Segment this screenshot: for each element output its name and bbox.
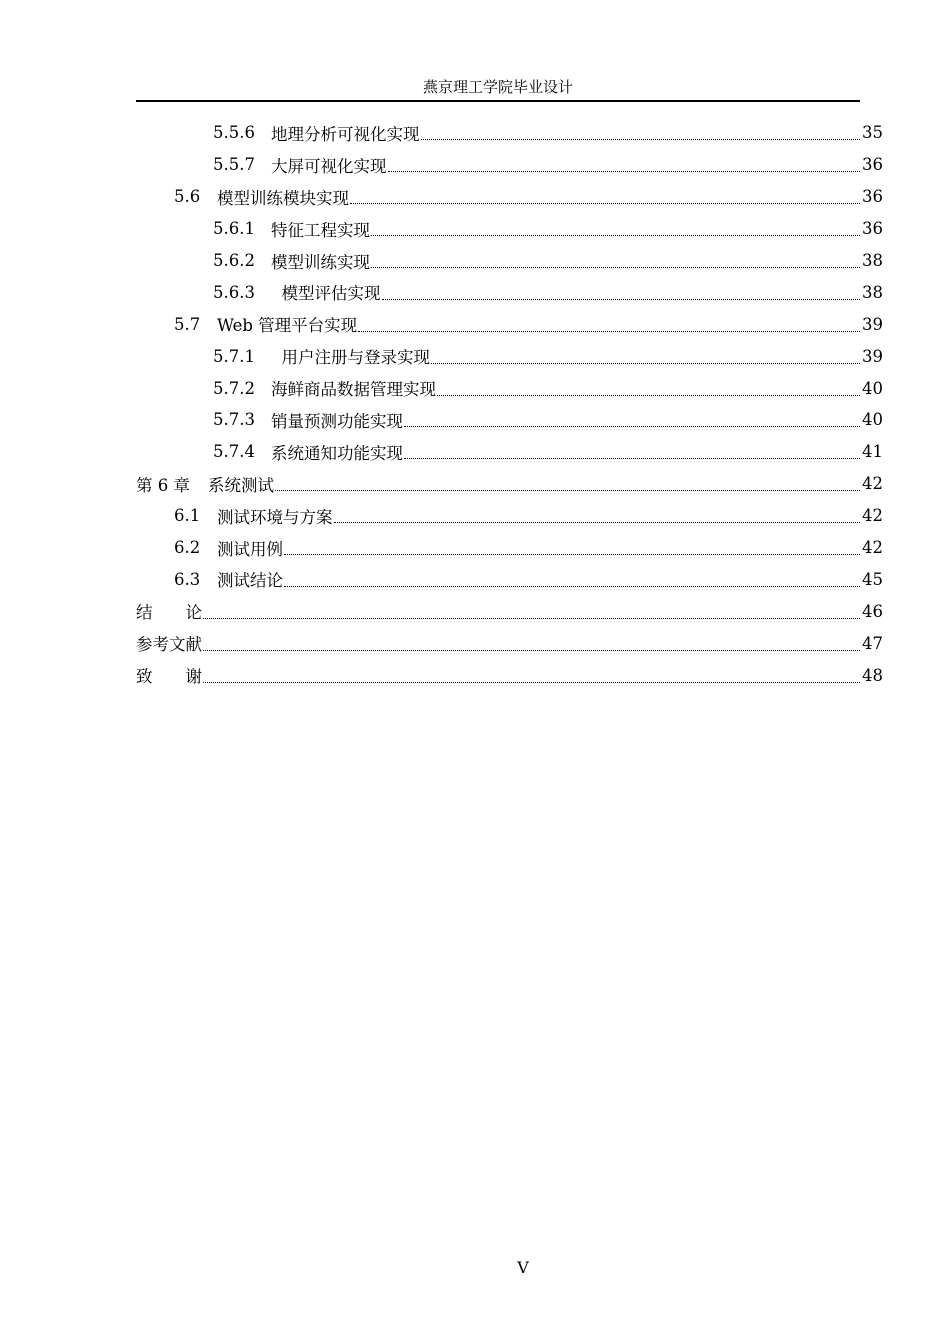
toc-entry[interactable] — [136, 468, 883, 500]
toc-entry-number: 5.5.7 — [213, 155, 255, 175]
toc-entry[interactable] — [136, 149, 883, 181]
dot-leader — [404, 458, 860, 459]
dot-leader — [203, 682, 860, 683]
toc-entry-number: 第 6 章 — [136, 475, 190, 495]
toc-entry-title: 测试环境与方案 — [217, 507, 333, 527]
toc-entry-title: 特征工程实现 — [271, 220, 370, 240]
toc-entry[interactable] — [136, 659, 883, 691]
dot-leader — [431, 363, 860, 364]
dot-leader — [203, 650, 860, 651]
toc-entry-title: 模型训练模块实现 — [217, 188, 349, 208]
page-header-title: 燕京理工学院毕业设计 — [422, 78, 573, 96]
dot-leader — [371, 235, 860, 236]
toc-entry[interactable] — [136, 117, 883, 149]
toc-entry-number: 5.7.3 — [213, 410, 255, 430]
dot-leader — [275, 490, 860, 491]
dot-leader — [388, 171, 861, 172]
toc-entry-number: 5.7.2 — [213, 378, 255, 398]
toc-entry-title: Web 管理平台实现 — [217, 316, 358, 336]
toc-entry-number: 5.7.4 — [213, 442, 255, 462]
dot-leader — [437, 395, 860, 396]
dot-leader — [203, 618, 860, 619]
toc-entry-number: 5.6.1 — [213, 219, 255, 239]
toc-entry-page: 41 — [862, 442, 883, 462]
toc-entry-number: 5.6.3 — [213, 282, 255, 302]
toc-entry-page: 39 — [862, 346, 883, 366]
toc-entry-page: 48 — [862, 665, 883, 685]
page-number: V — [517, 1258, 529, 1277]
toc-entry-page: 36 — [862, 187, 883, 207]
dot-leader — [334, 522, 861, 523]
toc-entry-number: 5.7.1 — [213, 346, 255, 366]
toc-entry-title: 系统测试 — [208, 475, 274, 495]
toc-entry-title: 结 论 — [136, 603, 202, 623]
toc-entry-title: 大屏可视化实现 — [271, 156, 387, 176]
dot-leader — [421, 139, 861, 140]
toc-entry-number: 6.1 — [174, 506, 201, 526]
toc-entry-page: 46 — [862, 601, 883, 621]
toc-entry-page: 38 — [862, 282, 883, 302]
toc-entry[interactable] — [136, 627, 883, 659]
header-divider — [136, 100, 860, 102]
toc-entry-page: 42 — [862, 538, 883, 558]
toc-entry[interactable] — [136, 436, 883, 468]
toc-entry[interactable] — [136, 563, 883, 595]
toc-entry-page: 38 — [862, 251, 883, 270]
dot-leader — [358, 331, 860, 332]
table-of-contents — [136, 117, 883, 691]
dot-leader — [382, 299, 861, 300]
toc-entry-number: 5.6 — [174, 187, 201, 207]
toc-entry-title: 用户注册与登录实现 — [271, 348, 430, 368]
toc-entry[interactable] — [136, 340, 883, 372]
toc-entry[interactable] — [136, 500, 883, 532]
toc-entry-page: 42 — [862, 506, 883, 526]
toc-entry-page: 40 — [862, 378, 883, 398]
toc-entry[interactable] — [136, 276, 883, 308]
toc-entry-title: 模型评估实现 — [271, 284, 381, 304]
toc-entry-page: 47 — [862, 633, 883, 653]
toc-entry-title: 系统通知功能实现 — [271, 443, 403, 463]
toc-entry-title: 测试用例 — [217, 539, 283, 559]
toc-entry[interactable] — [136, 308, 883, 340]
toc-entry-title: 海鲜商品数据管理实现 — [271, 380, 436, 400]
toc-entry-title: 模型训练实现 — [271, 252, 370, 272]
toc-entry-title: 测试结论 — [217, 571, 283, 591]
dot-leader — [404, 426, 860, 427]
toc-entry[interactable] — [136, 245, 883, 277]
toc-entry[interactable] — [136, 372, 883, 404]
toc-entry-page: 42 — [862, 474, 883, 494]
toc-entry-number: 6.3 — [174, 569, 201, 589]
dot-leader — [284, 554, 860, 555]
toc-entry-title: 销量预测功能实现 — [271, 411, 403, 431]
toc-entry-title: 地理分析可视化实现 — [271, 124, 420, 144]
toc-entry-number: 5.7 — [174, 314, 201, 334]
dot-leader — [371, 267, 860, 268]
toc-entry-page: 45 — [862, 569, 883, 589]
toc-entry-number: 6.2 — [174, 538, 201, 558]
toc-entry[interactable] — [136, 532, 883, 564]
toc-entry-page: 40 — [862, 410, 883, 430]
toc-entry-page: 39 — [862, 314, 883, 334]
dot-leader — [284, 586, 860, 587]
toc-entry[interactable] — [136, 213, 883, 245]
toc-entry-page: 36 — [862, 155, 883, 175]
toc-entry-number: 5.6.2 — [213, 251, 255, 270]
toc-entry-title: 致 谢 — [136, 667, 202, 687]
toc-entry-number: 5.5.6 — [213, 123, 255, 143]
toc-entry[interactable] — [136, 181, 883, 213]
toc-entry-page: 35 — [862, 123, 883, 143]
dot-leader — [350, 203, 860, 204]
toc-entry-page: 36 — [862, 219, 883, 239]
toc-entry-title: 参考文献 — [136, 635, 202, 655]
toc-entry[interactable] — [136, 404, 883, 436]
toc-entry[interactable] — [136, 595, 883, 627]
